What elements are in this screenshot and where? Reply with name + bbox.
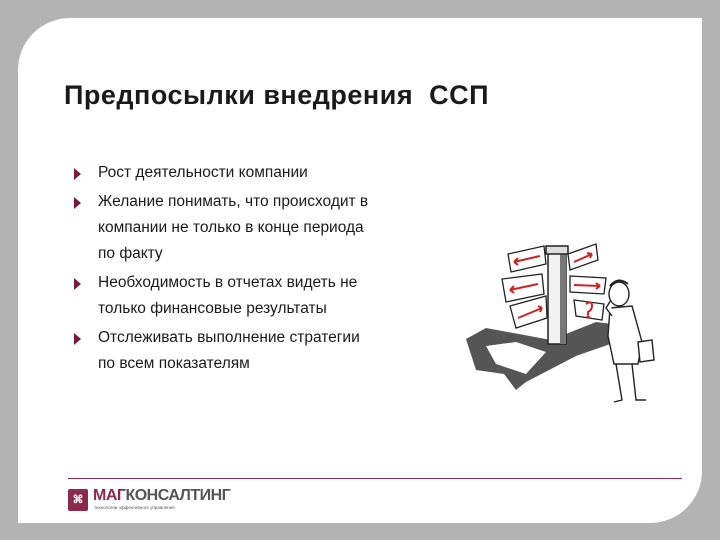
logo-tagline: технологии эффективного управления: [94, 505, 175, 510]
bullet-text: Отслеживать выполнение стратегии по всем показателям: [98, 329, 360, 372]
footer-divider: [68, 478, 682, 479]
bullet-list: [74, 160, 374, 380]
bullet-item: [74, 270, 374, 322]
bullet-item: [74, 325, 374, 377]
bullet-item: [74, 160, 374, 186]
bullet-item: [74, 189, 374, 267]
logo-badge-icon: ⌘: [68, 489, 88, 511]
logo-part1: МАГ: [93, 487, 126, 504]
signpost-thinking-man-icon: [456, 224, 666, 404]
triangle-right-icon: [74, 197, 81, 209]
bullet-text: Рост деятельности компании: [98, 164, 308, 181]
slide-title: Предпосылки внедрения ССП: [64, 80, 489, 110]
mag-consulting-logo: [68, 487, 268, 515]
bullet-text: Желание понимать, что происходит в компании не только в конце периода по факту: [98, 193, 369, 262]
triangle-right-icon: [74, 333, 81, 345]
triangle-right-icon: [74, 168, 81, 180]
slide: [18, 18, 702, 523]
logo-wordmark: [93, 487, 230, 505]
bullet-text: Необходимость в отчетах видеть не только финансовые результаты: [98, 274, 358, 317]
triangle-right-icon: [74, 278, 81, 290]
logo-part2: КОНСАЛТИНГ: [125, 487, 231, 504]
